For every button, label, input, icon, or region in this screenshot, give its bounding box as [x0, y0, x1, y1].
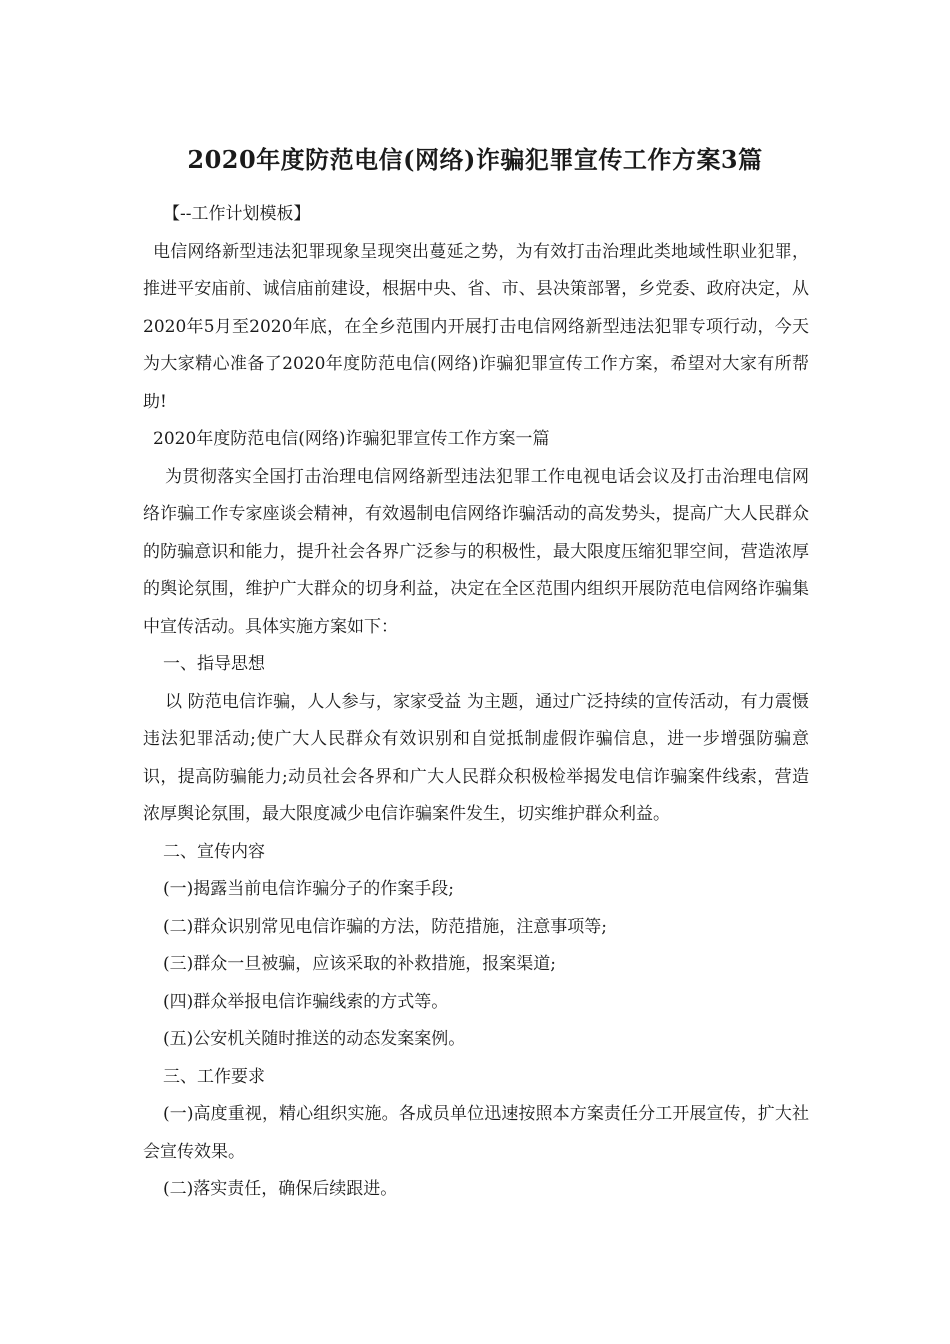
heading-publicity-content: 二、宣传内容: [163, 841, 265, 862]
list-item: (三)群众一旦被骗，应该采取的补救措施，报案渠道;: [163, 954, 556, 974]
heading-work-requirements: 三、工作要求: [163, 1066, 265, 1087]
requirement-1: (一)高度重视，精心组织实施。各成员单位迅速按照本方案责任分工开展宣传，扩大社会宣传效果。: [143, 1104, 809, 1162]
intro-paragraph: 电信网络新型违法犯罪现象呈现突出蔓延之势，为有效打击治理此类地域性职业犯罪，推进平安庙前、诚信庙前建设，根据中央、省、市、县决策部署，乡党委、政府决定，从2020年5月至2020年底，在全乡范围内开展打击电信网络新型违法犯罪专项行动，今天为大家精心准备了2020年度防范电信(网络)诈骗犯罪宣传工作方案，希望对大家有所帮助!: [143, 241, 809, 412]
document-title: 2020年度防范电信(网络)诈骗犯罪宣传工作方案3篇: [187, 145, 763, 174]
heading-guiding-idea: 一、指导思想: [163, 654, 265, 674]
list-item: (二)群众识别常见电信诈骗的方法，防范措施，注意事项等;: [163, 916, 607, 937]
list-item: (四)群众举报电信诈骗线索的方式等。: [163, 991, 449, 1012]
list-item: (五)公安机关随时推送的动态发案案例。: [163, 1029, 466, 1049]
list-item: (一)揭露当前电信诈骗分子的作案手段;: [163, 879, 454, 899]
section-subtitle: 2020年度防范电信(网络)诈骗犯罪宣传工作方案一篇: [153, 429, 550, 449]
template-tag: 【--工作计划模板】: [163, 204, 311, 224]
requirement-2: (二)落实责任，确保后续跟进。: [163, 1179, 398, 1199]
body-paragraph-2: 以 防范电信诈骗，人人参与，家家受益 为主题，通过广泛持续的宣传活动，有力震慑违法犯罪活动;使广大人民群众有效识别和自觉抵制虚假诈骗信息，进一步增强防骗意识，提高防骗能力;动员社会各界和广大人民群众积极检举揭发电信诈骗案件线索，营造浓厚舆论氛围，最大限度减少电信诈骗案件发生，切实维护群众利益。: [143, 691, 809, 824]
document-body: [143, 196, 809, 1209]
body-paragraph-1: 为贯彻落实全国打击治理电信网络新型违法犯罪工作电视电话会议及打击治理电信网络诈骗工作专家座谈会精神，有效遏制电信网络诈骗活动的高发势头，提高广大人民群众的防骗意识和能力，提升社会各界广泛参与的积极性，最大限度压缩犯罪空间，营造浓厚的舆论氛围，维护广大群众的切身利益，决定在全区范围内组织开展防范电信网络诈骗集中宣传活动。具体实施方案如下：: [143, 466, 809, 637]
